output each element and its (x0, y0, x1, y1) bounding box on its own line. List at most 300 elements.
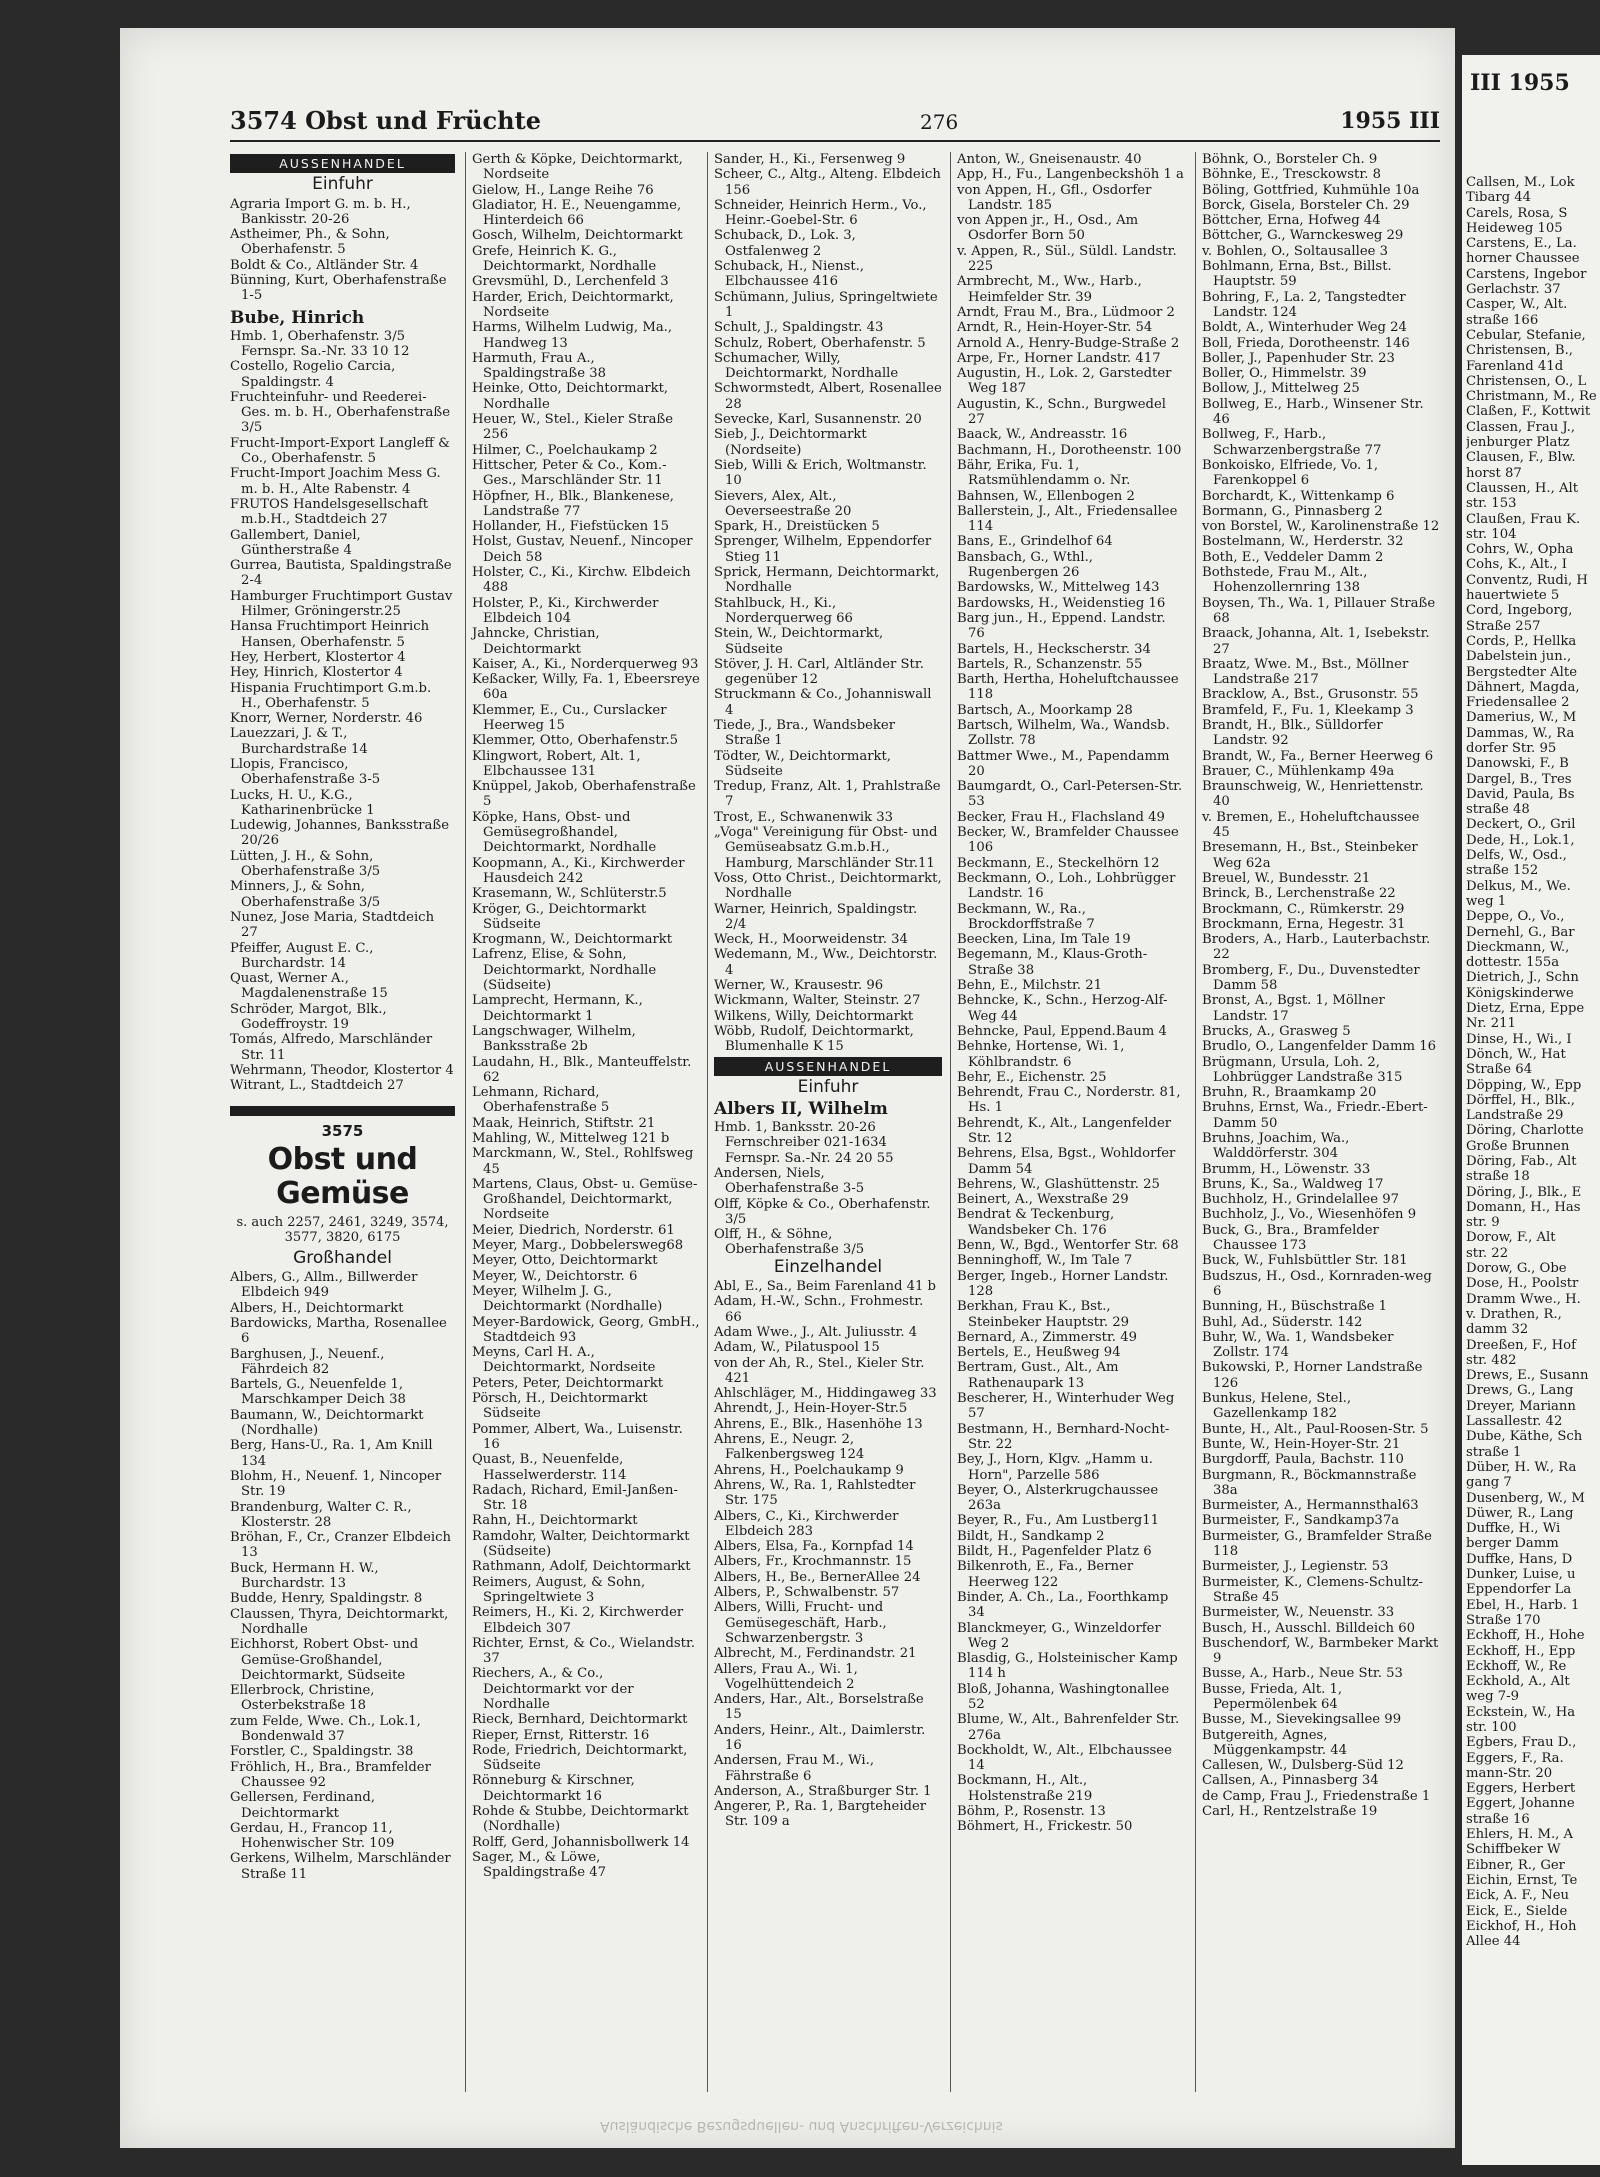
directory-entry: Blohm, H., Neuenf. 1, Nincoper Str. 19 (230, 1468, 442, 1500)
adjacent-page-line: Bergstedter Alte (1466, 664, 1577, 680)
directory-entry: Bünning, Kurt, Oberhafenstraße 1-5 (230, 273, 447, 304)
directory-entry: Bromberg, F., Du., Duvenstedter Damm 58 (1202, 962, 1420, 994)
directory-entry: Schuback, D., Lok. 3, Ostfalenweg 2 (714, 228, 856, 259)
adjacent-page-line: Döring, Charlotte (1466, 1123, 1584, 1139)
directory-entry: Behncke, Paul, Eppend.Baum 4 (957, 1023, 1167, 1039)
adjacent-page-line: Claßen, F., Kottwit (1466, 404, 1591, 420)
directory-entry: Sevecke, Karl, Susannenstr. 20 (714, 412, 922, 428)
directory-entry: Grevsmühl, D., Lerchenfeld 3 (472, 274, 669, 290)
directory-entry: Trost, E., Schwanenwik 33 (714, 809, 894, 825)
bleed-through-footer: Ausländische Bezugsquellen- und Anschriften-Verzeichnis (600, 2118, 1003, 2134)
directory-entry: Butgereith, Agnes, Müggenkampstr. 44 (1202, 1727, 1348, 1758)
featured-entry: Albers II, Wilhelm (714, 1099, 888, 1120)
directory-entry: Burgmann, R., Böckmannstraße 38a (1202, 1467, 1417, 1498)
directory-entry: Fruchteinfuhr- und Reederei-Ges. m. b. H., Oberhafenstraße 3/5 (230, 389, 451, 436)
subsection-heading: Einfuhr (312, 174, 373, 195)
adjacent-page-line: Eckhoff, H., Hohe (1466, 1628, 1585, 1644)
directory-entry: Allers, Frau A., Wi. 1, Vogelhüttendeich 2 (714, 1661, 858, 1692)
adjacent-page-line: Ehlers, H. M., A (1466, 1827, 1574, 1843)
adjacent-page-line: Dernehl, G., Bar (1466, 924, 1575, 940)
directory-entry: Busse, M., Sievekingsallee 99 (1202, 1712, 1402, 1728)
directory-entry: Klemmer, E., Cu., Curslacker Heerweg 15 (472, 702, 667, 733)
directory-entry: Callesen, W., Dulsberg-Süd 12 (1202, 1758, 1404, 1774)
directory-entry: Pfeiffer, August E. C., Burchardstr. 14 (230, 940, 374, 971)
directory-entry: Bockholdt, W., Alt., Elbchaussee 14 (957, 1742, 1172, 1774)
directory-entry: Tredup, Franz, Alt. 1, Prahlstraße 7 (714, 779, 941, 810)
directory-entry: Bähr, Erika, Fu. 1, Ratsmühlendamm o. Nr. (957, 457, 1131, 489)
directory-entry: Lucks, H. U., K.G., Katharinenbrücke 1 (230, 787, 375, 818)
directory-entry: Benninghoff, W., Im Tale 7 (957, 1253, 1133, 1269)
adjacent-page-line: straße 18 (1466, 1169, 1530, 1185)
directory-entry: Knorr, Werner, Norderstr. 46 (230, 711, 423, 727)
adjacent-page-line: Dietrich, J., Schn (1466, 970, 1579, 986)
adjacent-page-line: Cebular, Stefanie, (1466, 327, 1586, 343)
directory-entry: Barghusen, J., Neuenf., Fährdeich 82 (230, 1346, 385, 1377)
directory-entry: Boller, O., Himmelstr. 39 (1202, 366, 1367, 382)
adjacent-page-line: Landstraße 29 (1466, 1108, 1564, 1124)
subsection-heading: Einfuhr (797, 1076, 859, 1097)
adjacent-page-line: mann-Str. 20 (1466, 1765, 1553, 1781)
directory-entry: Rode, Friedrich, Deichtormarkt, Südseite (472, 1742, 688, 1774)
directory-entry: Pommer, Albert, Wa., Luisenstr. 16 (472, 1421, 683, 1452)
directory-entry: Schröder, Margot, Blk., Godeffroystr. 19 (230, 1001, 387, 1033)
directory-entry: Bunte, H., Alt., Paul-Roosen-Str. 5 (1202, 1421, 1429, 1437)
directory-entry: Sieb, Willi & Erich, Woltmanstr. 10 (714, 457, 927, 489)
directory-entry: Bockmann, H., Alt., Holstenstraße 219 (957, 1773, 1093, 1804)
directory-entry: Meyer, Wilhelm J. G., Deichtormarkt (Nordhalle) (472, 1283, 663, 1315)
directory-entry: Knüppel, Jakob, Oberhafenstraße 5 (472, 779, 696, 810)
directory-entry: Adam, H.-W., Schn., Frohmestr. 66 (714, 1294, 924, 1325)
directory-entry: Buck, W., Fuhlsbüttler Str. 181 (1202, 1253, 1408, 1269)
directory-entry: Burgdorff, Paula, Bachstr. 110 (1202, 1452, 1404, 1468)
directory-entry: Rieper, Ernst, Ritterstr. 16 (472, 1727, 650, 1743)
adjacent-page-line: Allee 44 (1466, 1934, 1521, 1950)
section-rule (230, 1106, 455, 1116)
directory-entry: Hittscher, Peter & Co., Kom.-Ges., Marschländer Str. 11 (472, 457, 667, 489)
directory-entry: Bendrat & Teckenburg, Wandsbeker Ch. 176 (957, 1207, 1115, 1238)
directory-entry: Warner, Heinrich, Spaldingstr. 2/4 (714, 901, 918, 932)
directory-entry: Baumgardt, O., Carl-Petersen-Str. 53 (957, 779, 1183, 810)
directory-entry: Tiede, J., Bra., Wandsbeker Straße 1 (714, 717, 896, 749)
directory-entry: Adam, W., Pilatuspool 15 (714, 1340, 880, 1356)
directory-entry: Spark, H., Dreistücken 5 (714, 519, 880, 535)
directory-entry: Böhm, P., Rosenstr. 13 (957, 1804, 1106, 1820)
directory-entry: Meyer-Bardowick, Georg, GmbH., Stadtdeich 93 (472, 1314, 700, 1345)
directory-entry: Stöver, J. H. Carl, Altländer Str. gegenüber 12 (714, 656, 924, 688)
directory-entry: Blanckmeyer, G., Winzeldorfer Weg 2 (957, 1620, 1161, 1651)
directory-entry: Brumm, H., Löwenstr. 33 (1202, 1161, 1371, 1177)
directory-entry: Struckmann & Co., Johanniswall 4 (714, 687, 932, 718)
directory-entry: Lafrenz, Elise, & Sohn, Deichtormarkt, Nordhalle (Südseite) (472, 947, 657, 994)
directory-entry: Meyer, Marg., Dobbelersweg68 (472, 1238, 684, 1254)
adjacent-page-line: Danowski, F., B (1466, 756, 1569, 772)
directory-entry: Bruhn, R., Braamkamp 20 (1202, 1085, 1377, 1101)
directory-entry: Tomás, Alfredo, Marschländer Str. 11 (230, 1032, 433, 1063)
directory-entry: Rolff, Gerd, Johannisbollwerk 14 (472, 1834, 690, 1850)
directory-entry: Claussen, Thyra, Deichtormarkt, Nordhalle (230, 1606, 449, 1637)
section-banner: AUSSENHANDEL (230, 154, 455, 173)
directory-entry: Lehmann, Richard, Oberhafenstraße 5 (472, 1085, 610, 1116)
directory-entry: Bunning, H., Büschstraße 1 (1202, 1299, 1388, 1315)
adjacent-page-line: Eckhoff, H., Epp (1466, 1643, 1576, 1659)
directory-entry: Beinert, A., Wexstraße 29 (957, 1192, 1129, 1208)
adjacent-page-line: Heideweg 105 (1466, 220, 1563, 236)
directory-entry: Sander, H., Ki., Fersenweg 9 (714, 152, 906, 167)
directory-entry: Andersen, Frau M., Wi., Fährstraße 6 (714, 1753, 875, 1784)
directory-entry: Wilkens, Willy, Deichtormarkt (714, 1008, 914, 1024)
column-2 (465, 152, 700, 2092)
adjacent-page-line: Christmann, M., Re (1466, 389, 1597, 405)
directory-entry: Anders, Har., Alt., Borselstraße 15 (714, 1692, 924, 1723)
directory-entry: Berkhan, Frau K., Bst., Steinbeker Hauptstr. 29 (957, 1299, 1130, 1330)
directory-entry: Budszus, H., Osd., Kornraden-weg 6 (1202, 1268, 1432, 1299)
directory-entry: Behncke, K., Schn., Herzog-Alf-Weg 44 (957, 993, 1168, 1024)
directory-entry: Ahlschläger, M., Hiddingaweg 33 (714, 1386, 937, 1402)
directory-entry: Arndt, Frau M., Bra., Lüdmoor 2 (957, 304, 1175, 320)
directory-entry: Callsen, A., Pinnasberg 34 (1202, 1773, 1379, 1789)
directory-entry: Holster, C., Ki., Kirchw. Elbdeich 488 (472, 565, 691, 596)
directory-entry: Arnold A., Henry-Budge-Straße 2 (957, 335, 1180, 351)
directory-entry: Bardowsks, W., Mittelweg 143 (957, 580, 1160, 596)
directory-entry: Augustin, H., Lok. 2, Garstedter Weg 187 (957, 366, 1172, 397)
featured-entry: Bube, Hinrich (230, 307, 365, 328)
directory-entry: Bestmann, H., Bernhard-Nocht-Str. 22 (957, 1421, 1170, 1452)
directory-entry: Bracklow, A., Bst., Grusonstr. 55 (1202, 687, 1419, 703)
directory-entry: Bukowski, P., Horner Landstraße 126 (1202, 1360, 1423, 1391)
directory-entry: Bunte, W., Hein-Hoyer-Str. 21 (1202, 1436, 1401, 1452)
directory-entry: Burmeister, F., Sandkamp37a (1202, 1513, 1400, 1529)
directory-entry: Ahrens, H., Poelchaukamp 9 (714, 1462, 904, 1478)
directory-entry: Lamprecht, Hermann, K., Deichtormarkt 1 (472, 993, 643, 1024)
directory-entry: Ballerstein, J., Alt., Friedensallee 114 (957, 503, 1178, 535)
adjacent-page-line: Düwer, R., Lang (1466, 1505, 1574, 1521)
adjacent-page-line: str. 22 (1466, 1245, 1509, 1261)
adjacent-page-line: weg 1 (1466, 893, 1507, 909)
directory-entry: Tödter, W., Deichtormarkt, Südseite (714, 748, 892, 779)
directory-entry: Hansa Fruchtimport Heinrich Hansen, Oberhafenstr. 5 (230, 619, 430, 650)
directory-entry: Gallembert, Daniel, Güntherstraße 4 (230, 527, 361, 558)
directory-entry: Behn, E., Milchstr. 21 (957, 978, 1102, 994)
directory-entry: „Voga" Vereinigung für Obst- und Gemüseabsatz G.m.b.H., Hamburg, Marschländer Str.11 (714, 825, 938, 871)
directory-entry: Rahn, H., Deichtormarkt (472, 1513, 638, 1529)
directory-entry: zum Felde, Wwe. Ch., Lok.1, Bondenwald 37 (230, 1713, 421, 1745)
directory-entry: Bormann, G., Pinnasberg 2 (1202, 503, 1383, 519)
directory-entry: Bildt, H., Sandkamp 2 (957, 1528, 1105, 1544)
directory-entry: Boldt, A., Winterhuder Weg 24 (1202, 320, 1407, 336)
adjacent-page-line: Düber, H. W., Ra (1466, 1459, 1577, 1475)
adjacent-page-line: Domann, H., Has (1466, 1199, 1581, 1215)
adjacent-page-line: Drews, E., Susann (1466, 1368, 1589, 1384)
directory-entry: Wickmann, Walter, Steinstr. 27 (714, 993, 921, 1009)
adjacent-page-line: Claußen, Frau K. (1466, 511, 1581, 527)
subsection-heading: Großhandel (293, 1247, 392, 1268)
directory-entry: Eichhorst, Robert Obst- und Gemüse-Großhandel, Deichtormarkt, Südseite (230, 1637, 419, 1683)
directory-entry: Bildt, H., Pagenfelder Platz 6 (957, 1544, 1152, 1560)
directory-entry: Frucht-Import Joachim Mess G. m. b. H., Alte Rabenstr. 4 (230, 466, 441, 497)
directory-entry: Koopmann, A., Ki., Kirchwerder Hausdeich 242 (472, 855, 685, 886)
directory-entry: Rohde & Stubbe, Deichtormarkt (Nordhalle) (472, 1804, 689, 1835)
directory-entry: Werner, W., Krausestr. 96 (714, 978, 884, 994)
adjacent-page-line: damm 32 (1466, 1322, 1529, 1338)
adjacent-page-line: straße 166 (1466, 312, 1539, 328)
directory-entry: Carl, H., Rentzelstraße 19 (1202, 1804, 1378, 1820)
directory-entry: Berger, Ingeb., Horner Landstr. 128 (957, 1268, 1169, 1299)
directory-entry: Borchardt, K., Wittenkamp 6 (1202, 488, 1395, 504)
directory-entry: Behrens, Elsa, Bgst., Wohldorfer Damm 54 (957, 1146, 1176, 1177)
directory-entry: Bloß, Johanna, Washingtonallee 52 (957, 1681, 1170, 1712)
directory-entry: App, H., Fu., Langenbeckshöh 1 a (957, 167, 1184, 183)
adjacent-page-line: Classen, Frau J., (1466, 419, 1576, 435)
directory-entry: Buchholz, H., Grindelallee 97 (1202, 1192, 1400, 1208)
directory-entry: Pörsch, H., Deichtormarkt Südseite (472, 1391, 648, 1422)
adjacent-page-line: Straße 64 (1466, 1062, 1533, 1078)
adjacent-page-line: Ebel, H., Harb. 1 (1466, 1597, 1580, 1613)
directory-entry: Albers, G., Allm., Billwerder Elbdeich 949 (230, 1270, 418, 1301)
directory-entry: Gerkens, Wilhelm, Marschländer Straße 11 (230, 1851, 451, 1882)
adjacent-page-line: Eggers, F., Ra. (1466, 1750, 1564, 1766)
directory-entry: Heinke, Otto, Deichtormarkt, Nordhalle (472, 381, 669, 412)
directory-entry: Armbrecht, M., Ww., Harb., Heimfelder Str. 39 (957, 274, 1142, 305)
directory-entry: Bruhns, Ernst, Wa., Friedr.-Ebert-Damm 50 (1202, 1100, 1428, 1131)
adjacent-page-line: str. 482 (1466, 1352, 1517, 1368)
directory-entry: Buhr, W., Wa. 1, Wandsbeker Zollstr. 174 (1202, 1329, 1394, 1361)
adjacent-page-line: Eick, E., Sielde (1466, 1903, 1568, 1919)
directory-entry: Begemann, M., Klaus-Groth-Straße 38 (957, 947, 1148, 978)
directory-entry: Hilmer, C., Poelchaukamp 2 (472, 442, 658, 458)
adjacent-page-line: Eickhof, H., Hoh (1466, 1918, 1577, 1934)
directory-entry: von der Ah, R., Stel., Kieler Str. 421 (714, 1355, 925, 1386)
directory-entry: Bollweg, F., Harb., Schwarzenbergstraße 77 (1202, 427, 1382, 458)
directory-entry: Frucht-Import-Export Langleff & Co., Oberhafenstr. 5 (230, 435, 450, 467)
adjacent-page-line: Deckert, O., Gril (1466, 817, 1576, 833)
directory-entry: Meyer, Otto, Deichtormarkt (472, 1253, 658, 1269)
directory-entry: Albers, Fr., Krochmannstr. 15 (714, 1554, 912, 1570)
adjacent-page-line: Eggers, Herbert (1466, 1781, 1576, 1797)
column-1 (230, 152, 455, 2092)
adjacent-page-line: Dunker, Luise, u (1466, 1567, 1576, 1583)
directory-entry: Stein, W., Deichtormarkt, Südseite (714, 626, 884, 657)
directory-entry: Radach, Richard, Emil-Janßen-Str. 18 (472, 1482, 678, 1514)
directory-entry: Brinck, B., Lerchenstraße 22 (1202, 886, 1396, 902)
directory-entry: Buck, Hermann H. W., Burchardstr. 13 (230, 1560, 379, 1592)
directory-entry: Harder, Erich, Deichtormarkt, Nordseite (472, 289, 674, 320)
adjacent-page-line: Cohs, K., Alt., I (1466, 557, 1567, 573)
directory-entry: Schneider, Heinrich Herm., Vo., Heinr.-Goebel-Str. 6 (714, 197, 927, 229)
directory-entry: Burmeister, A., Hermannsthal63 (1202, 1498, 1419, 1514)
directory-entry: Braunschweig, W., Henriettenstr. 40 (1202, 779, 1424, 810)
directory-entry: Ramdohr, Walter, Deichtormarkt (Südseite) (472, 1528, 690, 1560)
directory-entry: Harmuth, Frau A., Spaldingstraße 38 (472, 350, 606, 382)
adjacent-page-line: David, Paula, Bs (1466, 786, 1575, 802)
directory-entry: Brockmann, Erna, Hegestr. 31 (1202, 916, 1406, 932)
directory-entry: Beyer, R., Fu., Am Lustberg11 (957, 1513, 1160, 1529)
directory-entry: Gerdau, H., Francop 11, Hohenwischer Str. 109 (230, 1820, 395, 1852)
adjacent-page-line: Dietz, Erna, Eppe (1466, 1001, 1585, 1017)
directory-entry: Ahrens, W., Ra. 1, Rahlstedter Str. 175 (714, 1477, 916, 1509)
adjacent-page-line: Straße 170 (1466, 1612, 1541, 1628)
directory-entry: Sager, M., & Löwe, Spaldingstraße 47 (472, 1849, 606, 1881)
directory-entry: Gosch, Wilhelm, Deichtormarkt (472, 228, 683, 244)
directory-entry: Both, E., Veddeler Damm 2 (1202, 549, 1384, 565)
directory-entry: Albers, H., Be., BernerAllee 24 (714, 1569, 921, 1585)
directory-entry: Hamburger Fruchtimport Gustav Hilmer, Gröningerstr.25 (230, 588, 453, 620)
adjacent-page-line: dorfer Str. 95 (1466, 740, 1557, 756)
adjacent-page-line: Carels, Rosa, S (1466, 205, 1568, 221)
adjacent-page-line: Königskinderwe (1466, 985, 1574, 1001)
section-cross-reference: s. auch 2257, 2461, 3249, 3574, 3577, 3820, 6175 (236, 1214, 449, 1245)
directory-entry: Albers, H., Deichtormarkt (230, 1300, 404, 1316)
directory-entry: Gerth & Köpke, Deichtormarkt, Nordseite (472, 152, 683, 183)
directory-entry: Bardowsks, H., Weidenstieg 16 (957, 595, 1166, 611)
adjacent-page-line: Dähnert, Magda, (1466, 679, 1580, 695)
section-number: 3575 (321, 1121, 364, 1140)
directory-entry: Brandenburg, Walter C. R., Klosterstr. 28 (230, 1499, 412, 1530)
adjacent-page-line: Cohrs, W., Opha (1466, 542, 1574, 558)
directory-entry: Sprick, Hermann, Deichtormarkt, Nordhalle (714, 565, 940, 596)
adjacent-page-line: Große Brunnen (1466, 1138, 1570, 1154)
adjacent-page-line: Eibner, R., Ger (1466, 1857, 1565, 1873)
directory-entry: Stahlbuck, H., Ki., Norderquerweg 66 (714, 595, 853, 626)
directory-entry: Langschwager, Wilhelm, Banksstraße 2b (472, 1023, 636, 1055)
directory-entry: Böhnk, O., Borsteler Ch. 9 (1202, 152, 1378, 167)
directory-entry: Wedemann, M., Ww., Deichtorstr. 4 (714, 947, 938, 978)
directory-entry: Bernard, A., Zimmerstr. 49 (957, 1329, 1137, 1345)
adjacent-page-column (1466, 175, 1600, 2115)
directory-entry: Bollweg, E., Harb., Winsener Str. 46 (1202, 396, 1424, 428)
directory-entry: Ahrens, E., Neugr. 2, Falkenbergsweg 124 (714, 1432, 865, 1463)
adjacent-page-line: dottestr. 155a (1466, 955, 1560, 971)
directory-entry: v. Bremen, E., Hoheluftchaussee 45 (1202, 809, 1420, 841)
directory-entry: Laudahn, H., Blk., Manteuffelstr. 62 (472, 1054, 692, 1085)
adjacent-page-line: Friedensallee 2 (1466, 695, 1570, 711)
adjacent-page-line: Dieckmann, W., (1466, 939, 1570, 955)
adjacent-page-line: Dörffel, H., Blk., (1466, 1092, 1575, 1108)
adjacent-page-line: Clausen, F., Blw. (1466, 450, 1576, 466)
directory-entry: Quast, B., Neuenfelde, Hasselwerderstr. 114 (472, 1452, 627, 1483)
adjacent-page-line: Callsen, M., Lok (1466, 175, 1575, 190)
directory-entry: Meyns, Carl H. A., Deichtormarkt, Nordseite (472, 1345, 656, 1376)
directory-entry: Becker, W., Bramfelder Chaussee 106 (957, 825, 1179, 856)
adjacent-page-line: Deppe, O., Vo., (1466, 909, 1565, 925)
directory-entry: von Appen, H., Gfl., Osdorfer Landstr. 185 (957, 182, 1152, 213)
directory-entry: Behrendt, Frau C., Norderstr. 81, Hs. 1 (957, 1085, 1181, 1116)
section-heading: 3574 Obst und Früchte (230, 106, 541, 135)
directory-entry: Böttcher, Erna, Hofweg 44 (1202, 213, 1381, 229)
adjacent-page-line: Duffke, Hans, D (1466, 1551, 1573, 1567)
directory-entry: Bilkenroth, E., Fa., Berner Heerweg 122 (957, 1559, 1134, 1590)
directory-entry: Bartels, G., Neuenfelde 1, Marschkamper Deich 38 (230, 1377, 406, 1408)
directory-entry: Boldt & Co., Altländer Str. 4 (230, 257, 419, 273)
adjacent-page-line: Straße 257 (1466, 618, 1541, 634)
directory-entry: Krogmann, W., Deichtormarkt (472, 932, 673, 948)
directory-entry: Brudlo, O., Langenfelder Damm 16 (1202, 1039, 1437, 1055)
directory-entry: Holst, Gustav, Neuenf., Nincoper Deich 58 (472, 534, 693, 565)
directory-entry: Hollander, H., Fiefstücken 15 (472, 519, 670, 535)
directory-entry: Bonkoisko, Elfriede, Vo. 1, Farenkoppel 6 (1202, 457, 1379, 489)
directory-entry: Busse, A., Harb., Neue Str. 53 (1202, 1666, 1403, 1682)
adjacent-page-line: Christensen, B., (1466, 343, 1573, 359)
directory-entry: Schulz, Robert, Oberhafenstr. 5 (714, 335, 926, 351)
directory-entry: Beecken, Lina, Im Tale 19 (957, 932, 1131, 948)
adjacent-page-line: weg 7-9 (1466, 1689, 1519, 1705)
adjacent-page-line: Dube, Käthe, Sch (1466, 1429, 1583, 1445)
directory-entry: Buchholz, J., Vo., Wiesenhöfen 9 (1202, 1207, 1417, 1223)
adjacent-page-line: Dreeßen, F., Hof (1466, 1337, 1576, 1353)
directory-entry: Martens, Claus, Obst- u. Gemüse-Großhandel, Deichtormarkt, Nordseite (472, 1176, 698, 1223)
directory-entry: Berg, Hans-U., Ra. 1, Am Knill 134 (230, 1438, 433, 1469)
directory-entry: Bruhns, Joachim, Wa., Walddörferstr. 304 (1202, 1131, 1350, 1162)
directory-entry: Beyer, O., Alsterkrugchaussee 263a (957, 1482, 1159, 1514)
directory-entry: Brügmann, Ursula, Loh. 2, Lohbrügger Landstraße 315 (1202, 1054, 1403, 1085)
directory-entry: Bescherer, H., Winterhuder Weg 57 (957, 1391, 1175, 1422)
directory-entry: Bunkus, Helene, Stel., Gazellenkamp 182 (1202, 1391, 1352, 1422)
directory-entry: Grefe, Heinrich K. G., Deichtormarkt, Nordhalle (472, 243, 657, 275)
adjacent-page-line: str. 100 (1466, 1719, 1517, 1735)
adjacent-page-line: horner Chaussee (1466, 251, 1580, 267)
directory-entry: Braatz, Wwe. M., Bst., Möllner Landstraße 217 (1202, 656, 1409, 688)
directory-entry: Albrecht, M., Ferdinandstr. 21 (714, 1646, 917, 1662)
directory-entry: de Camp, Frau J., Friedenstraße 1 (1202, 1788, 1431, 1804)
adjacent-page-line: Damerius, W., M (1466, 710, 1577, 726)
directory-entry: Gellersen, Ferdinand, Deichtormarkt (230, 1790, 376, 1821)
directory-entry: Wehrmann, Theodor, Klostertor 4 (230, 1062, 454, 1078)
directory-entry: Scheer, C., Altg., Alteng. Elbdeich 156 (714, 167, 941, 198)
directory-entry: Gladiator, H. E., Neuengamme, Hinterdeich 66 (472, 197, 682, 229)
directory-entry: Fröhlich, H., Bra., Bramfelder Chaussee 92 (230, 1759, 431, 1790)
adjacent-page-line: gang 7 (1466, 1475, 1512, 1491)
directory-entry: Burmeister, G., Bramfelder Straße 118 (1202, 1528, 1432, 1560)
directory-entry: von Borstel, W., Karolinenstraße 12 (1202, 519, 1440, 535)
directory-entry: Bansbach, G., Wthl., Rugenbergen 26 (957, 549, 1093, 581)
directory-entry: Costello, Rogelio Carcia, Spaldingstr. 4 (230, 359, 396, 390)
directory-entry: Llopis, Francisco, Oberhafenstraße 3-5 (230, 756, 381, 788)
directory-entry: Barg jun., H., Eppend. Landstr. 76 (957, 610, 1166, 642)
directory-entry: Burmeister, K., Clemens-Schultz-Straße 45 (1202, 1574, 1424, 1605)
adjacent-page-line: Dargel, B., Tres (1466, 771, 1572, 787)
adjacent-page-line: Dusenberg, W., M (1466, 1490, 1585, 1506)
directory-entry: Lauezzari, J. & T., Burchardstraße 14 (230, 726, 368, 757)
directory-entry: Bramfeld, F., Fu. 1, Kleekamp 3 (1202, 702, 1414, 718)
directory-entry: Albers, Willi, Frucht- und Gemüsegeschäft, Harb., Schwarzenbergstr. 3 (714, 1600, 887, 1646)
adjacent-page-line: Carstens, E., La. (1466, 236, 1577, 252)
directory-entry: Benn, W., Bgd., Wentorfer Str. 68 (957, 1238, 1179, 1254)
directory-entry: v. Appen, R., Sül., Süldl. Landstr. 225 (957, 243, 1177, 275)
directory-entry: Buck, G., Bra., Bramfelder Chaussee 173 (1202, 1222, 1379, 1254)
adjacent-page-line: Dorow, G., Obe (1466, 1261, 1567, 1277)
directory-entry: Beckmann, E., Steckelhörn 12 (957, 855, 1160, 871)
adjacent-page-line: Lassallestr. 42 (1466, 1414, 1563, 1430)
directory-entry: Bruns, K., Sa., Waldweg 17 (1202, 1176, 1384, 1192)
directory-entry: Adam Wwe., J., Alt. Juliusstr. 4 (714, 1324, 918, 1340)
directory-entry: Brauer, C., Mühlenkamp 49a (1202, 763, 1395, 779)
adjacent-page-line: Dönch, W., Hat (1466, 1046, 1566, 1062)
adjacent-page-line: straße 48 (1466, 802, 1530, 818)
directory-entry: Andersen, Niels, Oberhafenstraße 3-5 (714, 1166, 865, 1197)
directory-entry: Boller, J., Papenhuder Str. 23 (1202, 350, 1395, 366)
directory-entry: Arpe, Fr., Horner Landstr. 417 (957, 350, 1161, 366)
directory-entry: Krasemann, W., Schlüterstr.5 (472, 886, 667, 902)
directory-entry: Barth, Hertha, Hoheluftchaussee 118 (957, 672, 1179, 703)
directory-entry: Astheimer, Ph., & Sohn, Oberhafenstr. 5 (230, 227, 390, 258)
adjacent-page (1462, 55, 1600, 2165)
directory-entry: Bartsch, A., Moorkamp 28 (957, 702, 1133, 718)
adjacent-page-line: Schiffbeker W (1466, 1842, 1561, 1858)
directory-entry: Albers, C., Ki., Kirchwerder Elbdeich 283 (714, 1508, 899, 1539)
directory-entry: Angerer, P., Ra. 1, Bargteheider Str. 109 a (714, 1799, 927, 1830)
directory-page (120, 28, 1455, 2148)
directory-entry: Sieb, J., Deichtormarkt (Nordseite) (714, 427, 867, 458)
directory-entry: Klingwort, Robert, Alt. 1, Elbchaussee 131 (472, 748, 641, 779)
